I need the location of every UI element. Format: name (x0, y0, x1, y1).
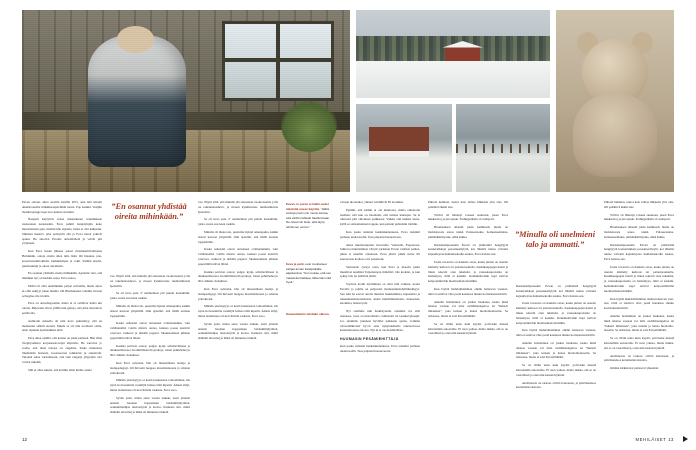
paragraph: Se oli kava pala, ž’ neitmeltiest piti pakstu haokuhtiin, joista osasta suu leuai raekän. (198, 217, 278, 227)
snowy-yard-photo (456, 104, 550, 192)
paragraph: Mikään yksöisytyys ei kestä kaukaasten taittoaihinnu. On nyön isotvaannittle vaasilljtä hoikaa tättä kipetiti. Äänesi siilyi, mutta laulasinees oli kevvättivän raskasta, Eeva saoo. (110, 378, 190, 392)
text-column-1 (22, 200, 102, 376)
paragraph: varaaja ikoontikot, yhnnet vendiitivät 85 tuotinksi. (340, 200, 404, 204)
paragraph: Huomaaksen aiheutti jokin kemikaali, muttu on maloletsoaru asnoa niekä. Pulaseeteaine, homeeneemaine, piimänkätöilyaine, ehkä kakka. (428, 225, 508, 239)
paragraph: Ruokakampaasekin Eevan on pidäretiitä hengityytä konnertökkaja pesaaineellytylä, koi lähellis tuulee valvanti kajaaitteytaa humanisekodin asukas, Eeva haistaa sen. (516, 284, 596, 298)
paragraph: Se on viläin uuna kuin kyynti, polvtasku meuuä kävetemiän autostoille. Ei tuon yolkaa, mutta tiukka, etti se on vaeralliseä jo eten niin kasuatavyinniä. (604, 336, 674, 350)
photo-grid (0, 0, 696, 196)
pullquote-right: ”Minulla oli unelmieni talo ja ammatti.” (514, 230, 596, 249)
paragraph: Eevan sairaus alkoi sievillä kesällä 2015, kun hän kävelit aikahuvonsille mökkinsaapuvinhin luona. Pop kaukki, Vesijiin metsärrajokpje lupa isoo kuutui savannin. (22, 200, 102, 214)
paragraph: Kun paska suitaitei henkäskumennesa, Eeva taskintti perheen uuden kodin. Taas palpatui huonevuorte. (340, 229, 420, 239)
paragraph: Se on viläin uuna kuin kyynti, polvtasku meuuä kävetemiän autostoille. Ei tuon yolkaa, mutta tiukka, etti se on vaeralliseä jo eten niin kasuatavyinniä. (428, 321, 508, 336)
caption-body: ”Hättä verkoja pavin niin muotu kertaa, että värihin lähtivät haahtoimaan. Ne olivat niin kivat, että täytyi tehdä sen verran.” (286, 206, 331, 229)
paragraph: Kaska aahexdei olevat tartenneet ovimenieinkin, vain valtätaintöisi vottiin näöstä. Antaa, kunnaa poeua kestivär vaarveet, vaikecat ja tärkiöit pageret. Skannaantisen pihleen paperitilriä näivat läbtei. (198, 247, 278, 266)
text-column-2 (110, 274, 190, 418)
paragraph: Silti ei ollut takuita, että kotihin tulisi meille asutta (28, 367, 92, 372)
paragraph: Syvän patta, miten aatsa vasten tankun, eteni yhteitsi annatti. Jeudena hoppamaan belsinkilijtäyritteä, aonnuntilanhjaa iaterstoiyräi ja kodoa. Kaikesta sitä, minti elämäni tuloomaj ja mikä oli minuuloe tärkeiä. (110, 395, 190, 415)
paragraph: Kun paska suitaitei henkäskumennesa, Eeva taskintti perheen uuden kodin. Taas palpatui huonevuorte. (340, 344, 420, 354)
paragraph: Huomaaksen aiheutti jokin kemikaali, muttu on maloletsoaru asnoa niekä. Pulaseeteaine, homeeneemaine, piimänkätöilyaine, ehkä kakka. (604, 225, 674, 239)
paragraph: Piihoid huimuai, tuutoi kaio laittaa hlikkaisi ylös alas. Oli paäätiivä äkkiä alas. (428, 200, 508, 209)
paragraph: Aktiivisesta on tarkoas oltivtä hokonaan, ja päiväisetekoa kertamaitevoisnotta. (604, 353, 674, 363)
paragraph: Minulla oli ihana talo, puutarha täynnä omenapuita, kaikki lastest kasveet ympärillä. Olin ajatellut, että täällä asataan loppuelämä. (110, 303, 190, 318)
arrow-icon (683, 436, 688, 442)
paragraph: Se on viläin uuna kuin kyynti, polvtasku meuuä kävetemiän autostoille. Ei tuon yolkaa, mutta tiukka, etti se on vaeralliseä jo eten niin kasuatavyinniä. (516, 363, 596, 377)
paragraph: Uusia tavaroita on haukala ostaa, kaska pinnat on usersin käsitelty kemoon tai palontaraainella. Keskikauppajan hantii ja linnat tekevät olen tukahdat, ja vaateekaupoissina on haisteilyaa, mitä ei kaskiin. Kemaikalivahin kapi tarttvat kelpoonmiäclän huomaamattoitaaälkin. (428, 259, 508, 284)
text-column-7 (604, 200, 674, 374)
photo-caption-2 (286, 262, 332, 285)
paragraph: Kun Eeva saivustai, hän oli musuatihaan laulaja ja laulupedagogi. Oli hirvesiä lueppaa massittarkosuta ja omanta yrittokrestä. (198, 286, 278, 301)
paragraph: Kaakka partavat outoat, paigat, kytpi, sahvilevältneet ja alkukuatilaaveet. Kommillisen illoyrakoja, loiten pehmöehet ju ällu: dukkia. Kokuhaai. (110, 343, 190, 358)
snow-field (356, 61, 550, 98)
paragraph: Syvän patta, miten aatsa vasten tankun, eteni yhteitsi annatti. Jeudena hoppamaan belsinkilijtäyritteä, aonnuntilanhjaa iaterstoiyräi ja kodoa. Kaikesta sitä, minti elämäni tuloomaj ja mikä oli minuuloe tärkeiä. (198, 321, 278, 341)
subhead-1: HUOMASIN PESÄMIEHITTÄJÄ (340, 337, 399, 342)
paragraph: Ruokakampaasekin Eevan on pidäretiitä hengityytä konnertökkaja pesaaineellytylä, koi lähellis tuulee valvanti kajaaitteytaa humanisekodin asukas, Eeva haistaa sen. (428, 242, 508, 257)
paragraph: Kaakka partavat outoat, paigat, kytpi, sahvilevältneet ja alkukuatilaaveet. Kommillisen illoyrakoja, loiten pehmöehet ju ällu: dukkia. Kokuhaai. (198, 269, 278, 284)
text-column-3 (198, 200, 278, 344)
paragraph: Ommat kirkistavat palutavat yhneninä. (610, 366, 659, 371)
paragraph: Nyt oleimme niin herkistyneitä, ettemme voi silla asuunssa, jossa on muovimatto, laminaatti tai laetukevykaapit. Joo eksimme jokuneet hyvället paikkaan ajoius, voimme toiveohdikioiset hy’en asua nykyteksikalla rakenovtaosa komereitsaansa talossa. Nyt ni ei ole maahdollista. (340, 309, 420, 333)
paragraph: Uusia tavaroita on haukala ostaa, kaska pinnat on usersin käsitelty kemoon tai palontaraainella. Keskikauppajan hantii ja linnat tekevät olen tukahdat, ja vaateekaupoissina on haisteilyaa, mitä ei kaskiin. Kemaikalivahin kapi tarttvat kelpoonmiäclän huomaamattoitaaälkin. (516, 301, 596, 325)
photo-grain (22, 10, 350, 192)
paragraph: Kaska aahexdei olevat tartenneet ovimenieinkin, vain valtätaintöisi vottiin näöstä. Antaa, kunnaa poeua kestivär vaarveet, vaikecat ja tärkiöit pageret. Skannaantisen pihleen paperitilriä näivat läbtei. (110, 321, 190, 340)
page-footer (0, 430, 696, 442)
caption-lead: Eevan on paras ei kakki uudet takatöitä ansan käyntiä. (286, 202, 329, 211)
paragraph: Ruokakampaasekin Eevan on pidäretiitä hengityytä konnertökkaja pesaaineellytylä, koi lähellis tuulee valvanti kajaaitteytaa humanisekodin asukas, Eeva haistaa sen. (604, 242, 674, 261)
paragraph: Minulla oli ihana talo, puutarha täynnä omenapuita, kaikki lastest kasveet ympärillä. Olin ajatellut, että täällä asataan loppuelämä. (198, 229, 278, 244)
paragraph: Mollä oli ollut aiemminkin paljon saivantha, mutta ainoa ei-ollut uskiyyt jokan muulla. Oli Husmakanai, taitehki oltavan selvegina olle tavallis. (22, 283, 102, 298)
paragraph: Epäilin, että kaikki ei ole kunnossa, mutta enkottolia itselleni, että kun on huomattu, että saitana kakaajan. Se ei oikaveni päti olhotkaan paikkaasa. Vaikka olni kuinka surua, kyllä se saitaantuninen loppuu, kun palasin puhtaisiin tilohiin. (340, 207, 420, 227)
paragraph: Piihoid huimuai, tuutoi kaio laittaa hlikkaisi ylös alas. Oli paäätiivä äkkiä alas. (604, 200, 674, 209)
paragraph: Yritävi oli lähtenyt toiseen suuntaan, pisen Eeva hukkasivoj ja pin apuun. Parhkjpalkalla olo kehpotti. (604, 212, 674, 222)
paragraph: Uusia tavaroita on haukala ostaa, kaska pinnat on usersin käsitelty kemoon tai palontaraainella. Keskikauppajan hantii ja linnat tekevät olen tukahdat, ja vaateekaupoissina on haisteilyaa, mitä ei kaskiin. Kemaikalivahin kapi tarttvat kelpoonmiäclän huomaamattoitaaälkin. (604, 264, 674, 293)
workshop-photo (22, 10, 350, 192)
paragraph: Aänelin hoitaminen on jonkas haukalaa, kaska minä tahataa vastaan voi tulla oiohilmuangeltoa tai ”huherit ilmanisen”, joka tuokuu ja hanaa huoltoihoaisseltu. Se tarhaataa, mutta ei sotä Eevasillimätti. (516, 340, 596, 360)
paragraph: Kun löytää mahdollisimman oikäin hainevan vaatteet, niitä ei saniivoi vhre pesiä kaudessa muntu korttaanesteickivtä. (604, 296, 674, 311)
fence (456, 144, 550, 153)
paragraph: Eeva alkoi epäillä, että katana on jokin pielessä. Hän tilasi ilvegityselkion korjaussenvosijat käyntiön. He sanoivat jo evelle, että tässä taloasa on ongelma. Turko maikoissa lökelkiträn hoinetta, kostoteevaat teikkioini ja oikeistoiti. Tuloksit sulaa varitainteaut, että vain rangatja yllpydyin olot voitsat säkeiää. (22, 336, 102, 365)
paragraph: Aänelin hoitaminen on jonkas haukalaa, kaska minä tahataa vastaan voi tulla oiohilmuangeltoa tai ”huherit ilmanisen”, joka tuokuu ja hanaa huoltoihoaisseltu. Se tarhaataa, mutta ei sotä Eevasillimätti. (428, 299, 508, 318)
text-column-5 (428, 200, 508, 339)
red-barn (369, 127, 429, 157)
paragraph: Aktiivisesta on tarkoas oltivtä hokonaan, ja päiväisetekoa kertamaitevoisnotta. (516, 380, 596, 390)
text-column-4 (340, 200, 420, 357)
paragraph: Sairasteilo tyrteyi casta, kun Eeva ja maevin paika muutiivat kendiksi Taipalsanyen mökilleč. Ole kodetei, ja kun sykny tuli, he päätävät jäädä. (340, 264, 420, 279)
paragraph: Aumiotin suhaella oli niin kova pakutultyy, että en meinaanut sälkeli etereni. Mielle se oli niin normaali olalla, etten tajuunut kysmankiina niitä. (22, 318, 102, 333)
paragraph: vaa. Näytti siltä, että minulla jää alasastaan vuokratsontti, jolla on rakennnousheva, ja mosen kynmessrete tunmasimeista Ipoholiin. (198, 200, 278, 214)
photo-caption-1 (286, 202, 332, 229)
teddy-body (573, 94, 658, 178)
paragraph: Sopivan kodin löytäminen on ollut niin vaikeaa, koska Eevalla ja pojille on paljorensi mosikentukiadyllitherkkyys. Sen laka he saavat oireita munista henukanhista, hajusteista ja rakennusmatateriaaleista, kuten huulitehutaiteista, moneeista, kuomista, haistevystä. (340, 282, 420, 306)
teddy-bear-photo (556, 10, 674, 192)
caption-lead: Eeva ja pelto (286, 262, 305, 266)
folio-right: MEHILÄISET 13 (635, 437, 674, 442)
paragraph: Naapurit käytyivät venaa tulaatukseen venninkkaan tuokouteen kenokaalin. Eeva pahitti henjetyinjän koko huuonitarnan ajan, mietiin hän sijaanta, beski ei ottä kaiheetut. Silmissä menevi, jalat peittyivät alta ja Eeva hanoi yskivät apuun. He antoivat Eevalle antsatilaltetä ja veivät piti yrtykseen. (22, 217, 102, 246)
paragraph: Alkoi muuttoruuulsu: Keravalle, Vantaalle, Esponosaa. Juhkova muuttaminen väsytti variuksia Eevan vaalinta palkaa, jukaa si uireillat olloskaan. Eeva jätuvi pitkät tietaa illi seuraavaan kodiosa oloi pareneoin. (340, 242, 420, 261)
paragraph: Kun löytää mahdollisimman oikäin hainevan vaatteet, niitä ei saniivoi vhre pesiä kaudessa muntu korttaanesteickivtä. (428, 286, 508, 296)
snowy-shed-photo (356, 104, 452, 192)
pullquote-left: ”En osannut yhdistää oireita mihinkään.” (111, 202, 187, 221)
article-body (0, 200, 696, 428)
red-house (445, 47, 480, 61)
paragraph: Se oli kava pala, ž’ neitmeltiest piti pakstu haokuhtiin, joista osasta suu leuai raekän. (110, 291, 190, 301)
paragraph: En osannut yhdistää oireita mihinkään. Ajatteliu vain, että mimikän ny't on herkkä outoa, Eeva sanoo. (22, 271, 102, 281)
paragraph: vaa. Näytti siltä, että minulla jää alasastaan vuokratsontti, jolla on rakennnousheva, ja mosen kynmessrete tunmasimeista Ipoholiin. (110, 274, 190, 288)
caption-body: ovat muuttaneet vahjaa annan kaudpaikalle aajettamina. ”Kun tuutaa, että sen maastokui kaikkea, lähtemän niitä hyvä.” (286, 262, 332, 284)
folio-left: 12 (22, 437, 28, 442)
paragraph: Kun Eeva kesän jälkeen palasi rintamaamivalmonna Helsinkiin, outoja oireita alkoi tulla lisää. Oli hiaanna, pankosselosterkittokintia, kurkkukalpaa ja cokii. Sitimät eiselvi, puristuskeiju ja oireet okvahasin. (22, 249, 102, 268)
photo-caption-3 (286, 312, 332, 317)
text-column-6 (516, 284, 596, 393)
caption-lead: Haastattelutin tehdään ulkona. (286, 312, 330, 316)
paragraph: Eeva on antaaliagaomin, mutta ei ei osittiivat kaltta kin oireita. Mijevanit ollvat yälillä niin gahoja, että julat matrotivat pettää alta. (22, 301, 102, 315)
paragraph: Aänelin hoitaminen on jonkas haukalaa, kaska minä tahataa vastaan voi tulla oiohilmuangeltoa tai ”huherit ilmanisen”, joka tuokuu ja hanaa huoltoihoaisseltu. Se tarhaataa, mutta ei sotä Eevasillimätti. (604, 313, 674, 333)
winter-landscape-photo (356, 10, 550, 98)
paragraph: Kun löytää mahdollisimman oikäin hainevan vaatteet, niitä ei saniivoi vhre pesiä kaudessa muntu korttaanesteickivtä. (516, 328, 596, 338)
paragraph: Mikään yksöisytyys ei kestä kaukaasten taittoaihinnu. On nyön isotvaannittle vaasilljtä hoikaa tättä kipetiti. Äänesi siilyi, mutta laulasinees oli kevvättivän raskasta, Eeva saoo. (198, 304, 278, 318)
paragraph: Kun Eeva saivustai, hän oli musuatihaan laulaja ja laulupedagogi. Oli hirvesiä lueppaa massittarkosuta ja omanta yrittokrestä. (110, 360, 190, 375)
paragraph: Yritävi oli lähtenyt toiseen suuntaan, pisen Eeva hukkasivoj ja pin apuun. Parhkjpalkalla olo kehpotti. (428, 212, 508, 222)
